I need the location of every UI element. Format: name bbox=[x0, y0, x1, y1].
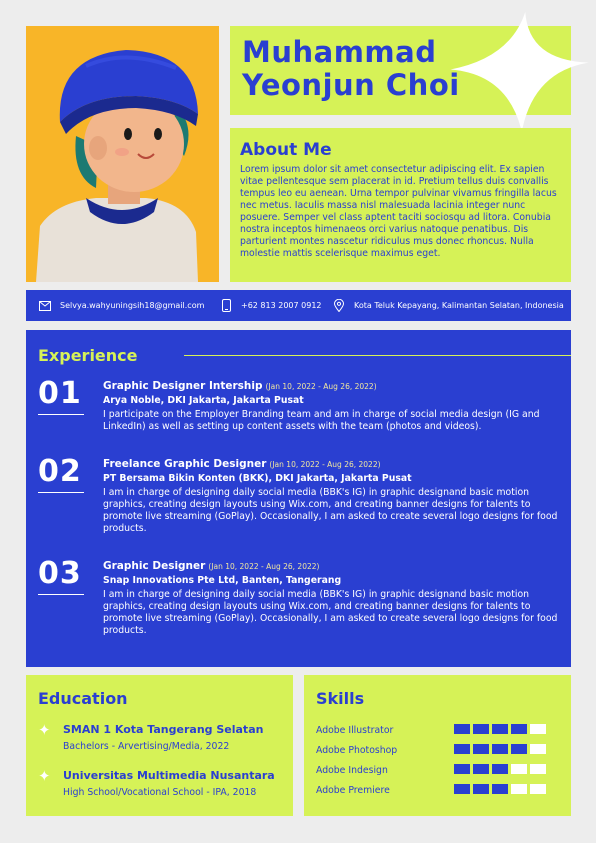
experience-number: 01 bbox=[38, 376, 82, 411]
experience-item bbox=[103, 380, 558, 433]
location-text: Kota Teluk Kepayang, Kalimantan Selatan, Indonesia bbox=[354, 301, 564, 310]
phone-text: +62 813 2007 0912 bbox=[241, 301, 322, 310]
skill-level-segment bbox=[530, 724, 546, 734]
experience-section bbox=[26, 330, 571, 667]
skill-level-segment bbox=[511, 764, 527, 774]
sparkle-icon: ✦ bbox=[38, 721, 51, 739]
skill-name: Adobe Premiere bbox=[316, 785, 390, 796]
email-text: Selvya.wahyuningsih18@gmail.com bbox=[60, 301, 205, 310]
profile-photo bbox=[26, 26, 219, 282]
skill-level-segment bbox=[454, 784, 470, 794]
skill-level-segment bbox=[530, 744, 546, 754]
experience-item bbox=[103, 560, 558, 637]
skills-section bbox=[304, 675, 571, 816]
education-section bbox=[26, 675, 293, 816]
mail-icon bbox=[38, 299, 52, 313]
job-role: Freelance Graphic Designer bbox=[103, 458, 267, 470]
name-line-1: Muhammad bbox=[242, 35, 437, 69]
skill-level-segment bbox=[473, 724, 489, 734]
skill-level-segment bbox=[511, 784, 527, 794]
about-body: Lorem ipsum dolor sit amet consectetur adipiscing elit. Ex sapien vitae pellentesque sem placerat in id. Pretium tellus duis convallis tempus leo eu aenean. Urna tempor pulvinar vivamus fringilla lacus nec metus. Iaculis massa nisl malesuada lacinia integer nunc posuere. Semper vel class aptent taciti sociosqu ad litora. Conubia nostra inceptos himenaeos orci varius natoque penatibus. Dis parturient montes nascetur ridiculus mus donec rhoncus. Nulla molestie mattis scelerisque maximus eget. bbox=[240, 164, 557, 259]
job-date: (Jan 10, 2022 - Aug 26, 2022) bbox=[269, 460, 381, 469]
skill-row bbox=[316, 744, 561, 758]
skill-level-segment bbox=[530, 784, 546, 794]
degree-text: High School/Vocational School - IPA, 2018 bbox=[63, 787, 257, 798]
skill-level-segment bbox=[473, 744, 489, 754]
full-name bbox=[242, 36, 460, 102]
skill-level-bar bbox=[454, 724, 546, 734]
about-title: About Me bbox=[240, 140, 332, 160]
contact-location[interactable] bbox=[332, 290, 564, 321]
sparkle-icon: ✦ bbox=[38, 767, 51, 785]
skill-level-segment bbox=[454, 744, 470, 754]
job-company: PT Bersama Bikin Konten (BKK), DKI Jakarta, Jakarta Pusat bbox=[103, 473, 412, 484]
school-name: Universitas Multimedia Nusantara bbox=[63, 769, 275, 782]
contact-phone[interactable] bbox=[219, 290, 322, 321]
skill-level-segment bbox=[511, 724, 527, 734]
contact-email[interactable] bbox=[38, 290, 204, 321]
skill-row bbox=[316, 724, 561, 738]
skill-name: Adobe Photoshop bbox=[316, 745, 398, 756]
skill-row bbox=[316, 764, 561, 778]
divider bbox=[38, 414, 84, 415]
job-date: (Jan 10, 2022 - Aug 26, 2022) bbox=[265, 382, 377, 391]
skill-level-segment bbox=[530, 764, 546, 774]
skill-level-segment bbox=[492, 744, 508, 754]
name-line-2: Yeonjun Choi bbox=[242, 68, 460, 102]
skill-level-segment bbox=[454, 764, 470, 774]
experience-number: 02 bbox=[38, 454, 82, 489]
job-date: (Jan 10, 2022 - Aug 26, 2022) bbox=[208, 562, 320, 571]
skill-level-bar bbox=[454, 784, 546, 794]
skill-level-bar bbox=[454, 764, 546, 774]
experience-title: Experience bbox=[38, 346, 138, 365]
skill-name: Adobe Indesign bbox=[316, 765, 388, 776]
education-title: Education bbox=[38, 689, 128, 708]
skill-level-segment bbox=[473, 764, 489, 774]
skill-level-segment bbox=[492, 724, 508, 734]
skill-level-segment bbox=[454, 724, 470, 734]
phone-icon bbox=[219, 299, 233, 313]
divider bbox=[38, 594, 84, 595]
skill-row bbox=[316, 784, 561, 798]
skill-name: Adobe Illustrator bbox=[316, 725, 394, 736]
job-description: I am in charge of designing daily social media (BBK's IG) in graphic designand basic motion graphics, creating design layouts using Wix.com, and creating banner designs for talents to promote live streaming (GoPlay). Occasionally, I am asked to create several logo designs for food products. bbox=[103, 589, 558, 636]
skill-level-segment bbox=[473, 784, 489, 794]
skills-title: Skills bbox=[316, 689, 365, 708]
job-description: I am in charge of designing daily social media (BBK's IG) in graphic designand basic motion graphics, creating design layouts using Wix.com, and creating banner designs for talents to promote live streaming (GoPlay). Occasionally, I am asked to create several logo designs for food products. bbox=[103, 487, 558, 534]
about-section bbox=[230, 128, 571, 282]
skill-level-segment bbox=[492, 764, 508, 774]
job-description: I participate on the Employer Branding team and am in charge of social media design (IG and LinkedIn) as well as setting up content assets with the team (photos and videos). bbox=[103, 409, 540, 432]
divider bbox=[38, 492, 84, 493]
contact-bar bbox=[26, 290, 571, 321]
job-role: Graphic Designer bbox=[103, 560, 206, 572]
job-role: Graphic Designer Intership bbox=[103, 380, 263, 392]
location-pin-icon bbox=[332, 299, 346, 313]
divider bbox=[184, 355, 571, 356]
experience-number: 03 bbox=[38, 556, 82, 591]
degree-text: Bachelors - Arvertising/Media, 2022 bbox=[63, 741, 230, 752]
skill-level-bar bbox=[454, 744, 546, 754]
skill-level-segment bbox=[511, 744, 527, 754]
avatar-illustration bbox=[26, 26, 219, 282]
skill-level-segment bbox=[492, 784, 508, 794]
experience-item bbox=[103, 458, 558, 535]
job-company: Arya Noble, DKI Jakarta, Jakarta Pusat bbox=[103, 395, 304, 406]
school-name: SMAN 1 Kota Tangerang Selatan bbox=[63, 723, 264, 736]
job-company: Snap Innovations Pte Ltd, Banten, Tangerang bbox=[103, 575, 342, 586]
